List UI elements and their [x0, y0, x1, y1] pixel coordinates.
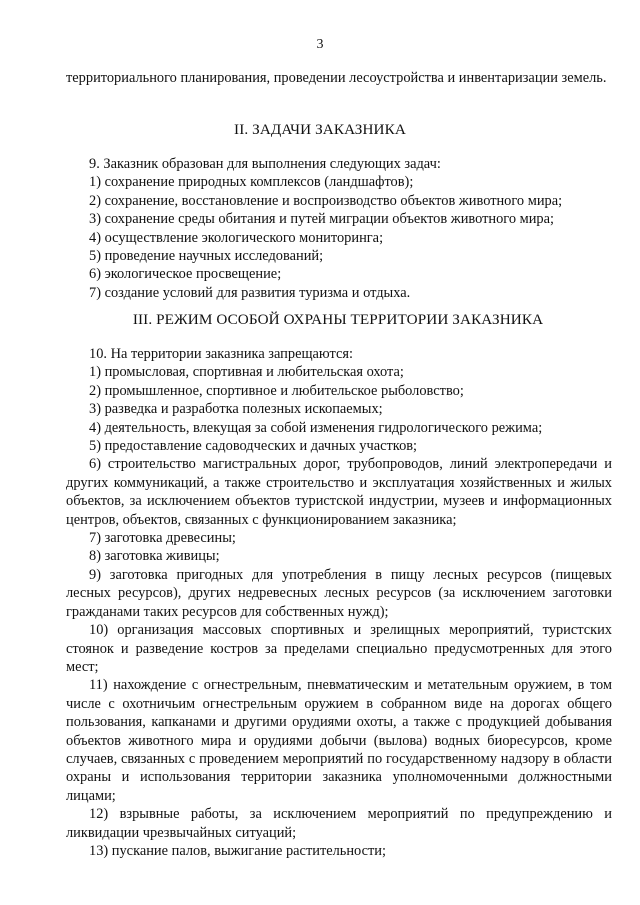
section-3-heading: III. РЕЖИМ ОСОБОЙ ОХРАНЫ ТЕРРИТОРИИ ЗАКАЗНИКА [132, 311, 544, 328]
list-item: 6) экологическое просвещение; [89, 266, 282, 283]
list-item: 7) создание условий для развития туризма и отдыха. [89, 284, 411, 301]
section-2-heading: II. ЗАДАЧИ ЗАКАЗНИКА [234, 121, 406, 138]
list-item: 9) заготовка пригодных для употребления в пищу лесных ресурсов (пищевых лесных ресурсов), других недревесных лесных ресурсов (за исключением заготовки гражданами таких ресурсов для собственных нужд); [66, 566, 612, 620]
list-item: 2) промышленное, спортивное и любительское рыболовство; [89, 382, 464, 399]
list-item: 9. Заказник образован для выполнения следующих задач: [89, 156, 441, 172]
list-item: 7) заготовка древесины; [89, 530, 236, 547]
section-2-list [66, 155, 612, 302]
list-item: 3) сохранение среды обитания и путей миграции объектов животного мира; [89, 211, 555, 228]
list-item: 4) деятельность, влекущая за собой изменения гидрологического режима; [89, 419, 543, 436]
list-item: 10) организация массовых спортивных и зрелищных мероприятий, туристских стоянок и разведение костров за пределами специально предусмотренных для этого мест; [66, 622, 612, 675]
list-item: 1) сохранение природных комплексов (ландшафтов); [89, 174, 414, 191]
list-item: 3) разведка и разработка полезных ископаемых; [89, 401, 383, 418]
list-item: 5) предоставление садоводческих и дачных участков; [89, 438, 418, 455]
page-number: 3 [316, 37, 324, 52]
list-item: 8) заготовка живицы; [89, 548, 220, 565]
list-item: 13) пускание палов, выжигание растительности; [89, 842, 386, 859]
list-item: 4) осуществление экологического мониторинга; [89, 229, 384, 246]
list-item: 6) строительство магистральных дорог, трубопроводов, линий электропередачи и других коммуникаций, а также строительство и эксплуатация хозяйственных и жилых объектов, за исключением объектов туристской индустрии, музеев и информационных центров, объектов, связанных с функционированием заказника; [66, 456, 612, 528]
list-item: 12) взрывные работы, за исключением мероприятий по предупреждению и ликвидации чрезвычайных ситуаций; [66, 806, 612, 841]
list-item: 10. На территории заказника запрещаются: [89, 346, 353, 362]
list-item: 1) промысловая, спортивная и любительская охота; [89, 364, 404, 381]
section-3-list [66, 345, 612, 860]
list-item: 5) проведение научных исследований; [89, 248, 324, 265]
list-item: 11) нахождение с огнестрельным, пневматическим и метательным оружием, в том числе с охотничьим огнестрельным оружием в собранном виде на дорогах общего пользования, капканами и другими орудиями охоты, а также с продукцией добывания объектов животного мира и орудиями добычи (вылова) водных биоресурсов, кроме случаев, связанных с проведением мероприятий по государственному надзору в области охраны и использования территории заказника уполномоченными должностными лицами; [66, 677, 612, 804]
list-item: 2) сохранение, восстановление и воспроизводство объектов животного мира; [89, 192, 563, 209]
intro-paragraph: территориального планирования, проведении лесоустройства и инвентаризации земель. [66, 70, 607, 86]
